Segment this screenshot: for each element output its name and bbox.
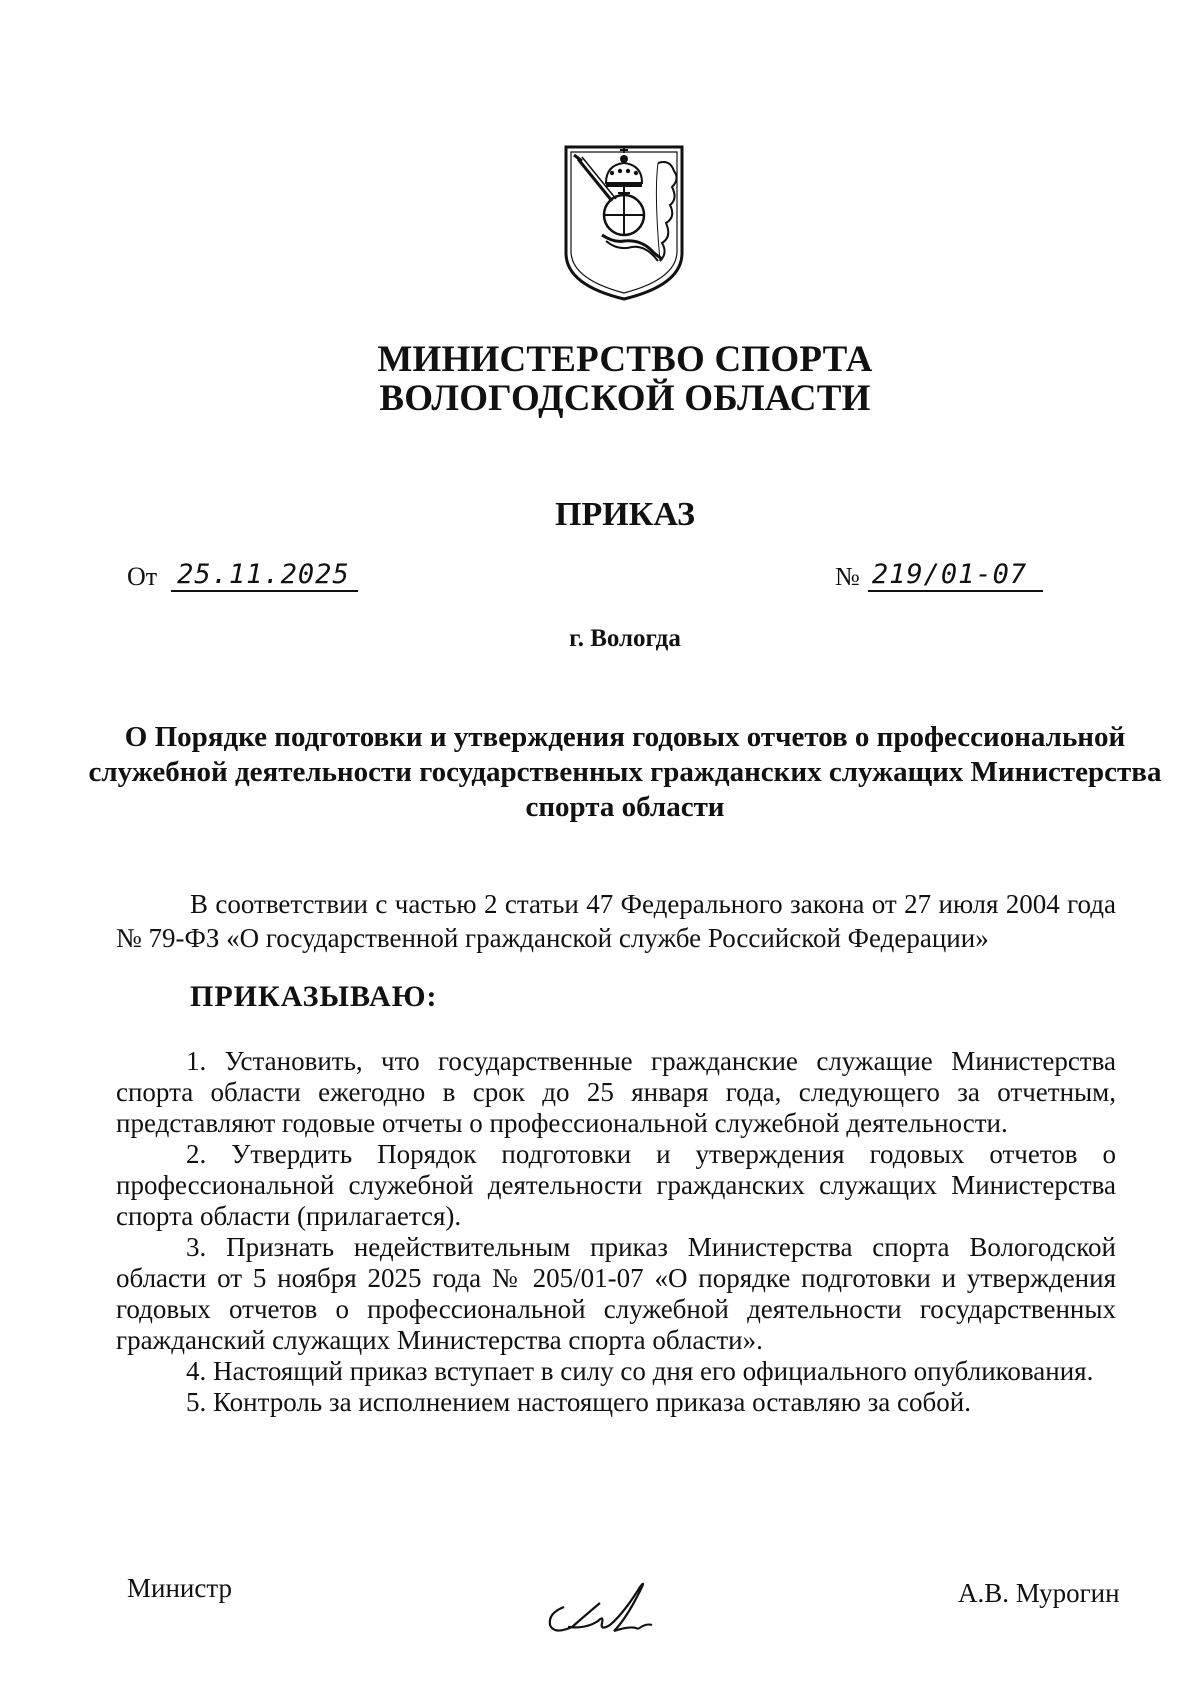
coat-of-arms-icon [562, 143, 686, 301]
number-value: 219/01-07 [868, 560, 1043, 592]
order-item-1: 1. Установить, что государственные гражданские служащие Министерства спорта области ежегодно в срок до 25 января года, следующего за отчетным, представляют годовые отчеты о профессиональной служебной деятельности. [116, 1046, 1116, 1138]
order-item-5: 5. Контроль за исполнением настоящего приказа оставляю за собой. [186, 1387, 971, 1417]
order-items [116, 1046, 1116, 1418]
date-value: 25.11.2025 [171, 560, 358, 592]
preamble-paragraph: В соответствии с частью 2 статьи 47 Федерального закона от 27 июля 2004 года № 79-ФЗ «О государственной гражданской службе Российской Федерации» [116, 889, 1116, 953]
order-word: ПРИКАЗЫВАЮ: [190, 980, 438, 1013]
number-field [835, 560, 1043, 592]
order-subject: О Порядке подготовки и утверждения годовых отчетов о профессиональной служебной деятельности государственных гражданских служащих Министерства спорта области [88, 721, 1162, 823]
order-item-4: 4. Настоящий приказ вступает в силу со дня его официального опубликования. [186, 1356, 1094, 1386]
organization-name-line2: ВОЛОГОДСКОЙ ОБЛАСТИ [379, 378, 871, 419]
date-field [127, 560, 358, 592]
organization-name-line1: МИНИСТЕРСТВО СПОРТА [377, 339, 873, 380]
signer-name: А.В. Мурогин [958, 1578, 1120, 1608]
document-type-title: ПРИКАЗ [555, 496, 695, 533]
date-prefix: От [127, 562, 158, 591]
order-item-2: 2. Утвердить Порядок подготовки и утверждения годовых отчетов о профессиональной служебной деятельности гражданских служащих Министерства спорта области (прилагается). [116, 1139, 1116, 1231]
order-item-3: 3. Признать недействительным приказ Министерства спорта Вологодской области от 5 ноября 2025 года № 205/01-07 «О порядке подготовки и утверждения годовых отчетов о профессиональной служебной деятельности государственных гражданский служащих Министерства спорта области». [116, 1232, 1116, 1355]
handwritten-signature-icon [528, 1573, 678, 1643]
signer-position: Министр [127, 1573, 232, 1603]
city-label: г. Вологда [569, 625, 681, 652]
number-prefix: № [835, 562, 860, 591]
